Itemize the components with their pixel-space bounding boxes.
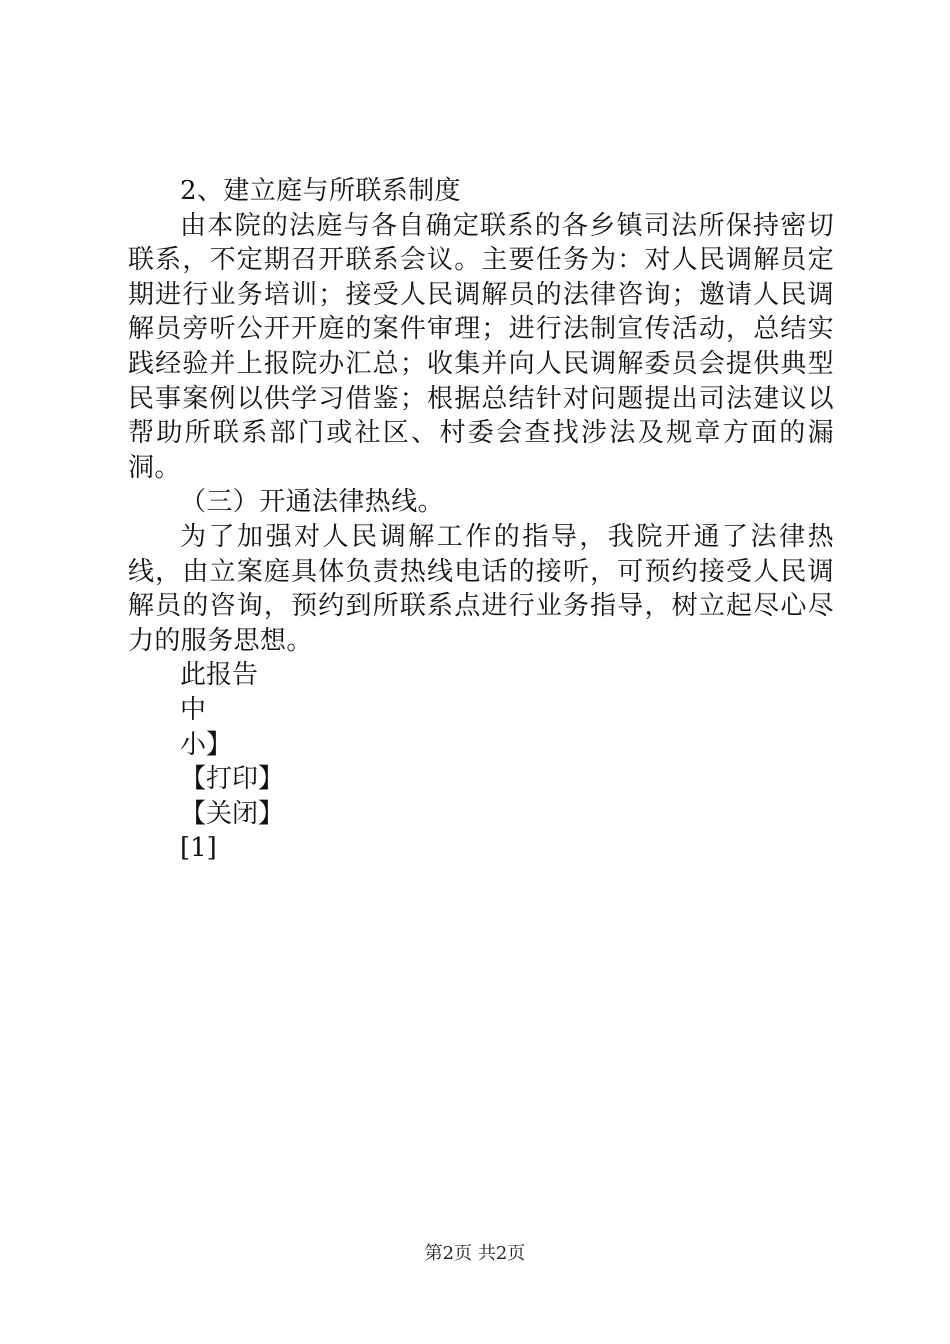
paragraph-legal-hotline: 为了加强对人民调解工作的指导，我院开通了法律热线，由立案庭具体负责热线电话的接听，可预约接受人民调解员的咨询，预约到所联系点进行业务指导，树立起尽心尽力的服务思想。 [128, 521, 834, 656]
section-heading-3: （三）开通法律热线。 [180, 487, 445, 518]
section-heading-2: 2、建立庭与所联系制度 [180, 176, 461, 206]
print-link[interactable]: 【打印】 [180, 764, 285, 795]
paragraph-court-liaison: 由本院的法庭与各自确定联系的各乡镇司法所保持密切联系，不定期召开联系会议。主要任务为：对人民调解员定期进行业务培训；接受人民调解员的法律咨询；邀请人民调解员旁听公开开庭的案件审理；进行法制宣传活动，总结实践经验并上报院办汇总；收集并向人民调解委员会提供典型民事案例以供学习借鉴；根据总结针对问题提出司法建议以帮助所联系部门或社区、村委会查找涉法及规章方面的漏洞。 [128, 210, 834, 483]
report-label: 此报告 [180, 660, 259, 691]
close-link[interactable]: 【关闭】 [180, 798, 285, 829]
font-size-medium-link[interactable]: 中 [180, 694, 207, 725]
document-body [128, 174, 834, 866]
page-footer: 第2页 共2页 [424, 1243, 526, 1264]
page-1-link[interactable]: [1] [180, 833, 217, 864]
font-size-small-link[interactable]: 小】 [180, 729, 233, 760]
